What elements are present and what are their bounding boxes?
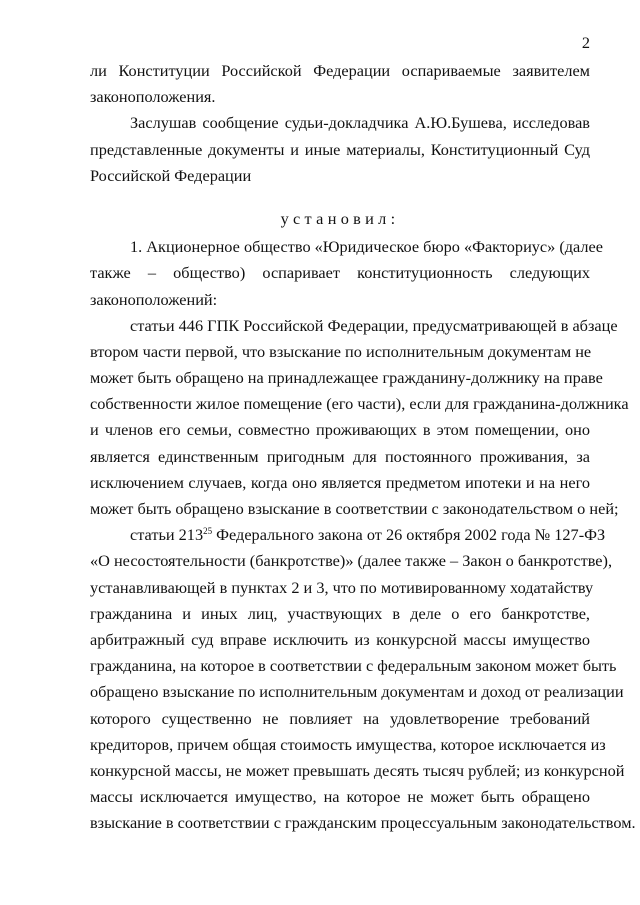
- paragraph-line: взыскание в соответствии с гражданским процессуальным законодательством.: [90, 813, 636, 833]
- paragraph-line: обращено взыскание по исполнительным документам и доход от реализации: [90, 682, 624, 702]
- law-title: Федерального закона от 26 октября 2002 года № 127-ФЗ: [212, 525, 606, 545]
- paragraph-line: законоположения.: [90, 87, 216, 107]
- paragraph-line: устанавливающей в пунктах 2 и 3, что по мотивированному ходатайству: [90, 577, 594, 597]
- paragraph-line: Заслушав сообщение судьи-докладчика А.Ю.Бушева, исследовав: [130, 113, 590, 133]
- paragraph-line: которого существенно не повлияет на удовлетворение требований: [90, 708, 590, 728]
- page-number: 2: [581, 33, 590, 52]
- paragraph-line: может быть обращено на принадлежащее гражданину-должнику на праве: [90, 368, 603, 388]
- paragraph-line: Российской Федерации: [90, 165, 252, 185]
- paragraph-line: [90, 522, 606, 548]
- paragraph-line: статьи 446 ГПК Российской Федерации, предусматривающей в абзаце: [130, 315, 618, 335]
- paragraph-line: «О несостоятельности (банкротстве)» (далее также – Закон о банкротстве),: [90, 551, 613, 571]
- article-superscript: 25: [203, 526, 213, 537]
- paragraph-line: арбитражный суд вправе исключить из конкурсной массы имущество: [90, 629, 590, 649]
- paragraph-line: кредиторов, причем общая стоимость имущества, которое исключается из: [90, 734, 606, 754]
- paragraph-line: и членов его семьи, совместно проживающих в этом помещении, оно: [90, 420, 590, 440]
- paragraph: [90, 313, 629, 523]
- paragraph-article-213: [90, 522, 636, 836]
- paragraph: [90, 110, 590, 189]
- document-body: [90, 58, 636, 836]
- paragraph-line: массы исключается имущество, на которое не может быть обращено: [90, 787, 590, 807]
- paragraph-line: может быть обращено взыскание в соответствии с законодательством о ней;: [90, 499, 619, 518]
- paragraph-line: втором части первой, что взыскание по исполнительным документам не: [90, 341, 592, 361]
- paragraph: [90, 234, 604, 313]
- paragraph: [90, 58, 590, 110]
- paragraph-line: гражданина и иных лиц, участвующих в деле о его банкротстве,: [90, 603, 590, 623]
- paragraph-line: является единственным пригодным для постоянного проживания, за: [90, 446, 590, 466]
- paragraph-line: 1. Акционерное общество «Юридическое бюро «Факториус» (далее: [130, 237, 604, 257]
- paragraph-line: ли Конституции Российской Федерации оспариваемые заявителем: [90, 61, 590, 80]
- paragraph-line: также – общество) оспаривает конституционность следующих: [90, 263, 590, 283]
- paragraph-line: гражданина, на которое в соответствии с федеральным законом может быть: [90, 656, 617, 676]
- paragraph-line: конкурсной массы, не может превышать десять тысяч рублей; из конкурсной: [90, 760, 625, 780]
- paragraph-line: представленные документы и иные материалы, Конституционный Суд: [90, 139, 590, 159]
- paragraph-line: собственности жилое помещение (его части), если для гражданина-должника: [90, 394, 629, 414]
- ruling-section: [90, 234, 629, 522]
- intro-section: [90, 58, 590, 189]
- article-number: статьи 213: [130, 525, 204, 545]
- paragraph-line: законоположений:: [90, 289, 218, 309]
- paragraph-line: исключением случаев, когда оно является предметом ипотеки и на него: [90, 472, 590, 492]
- ruling-heading: установил:: [280, 208, 400, 228]
